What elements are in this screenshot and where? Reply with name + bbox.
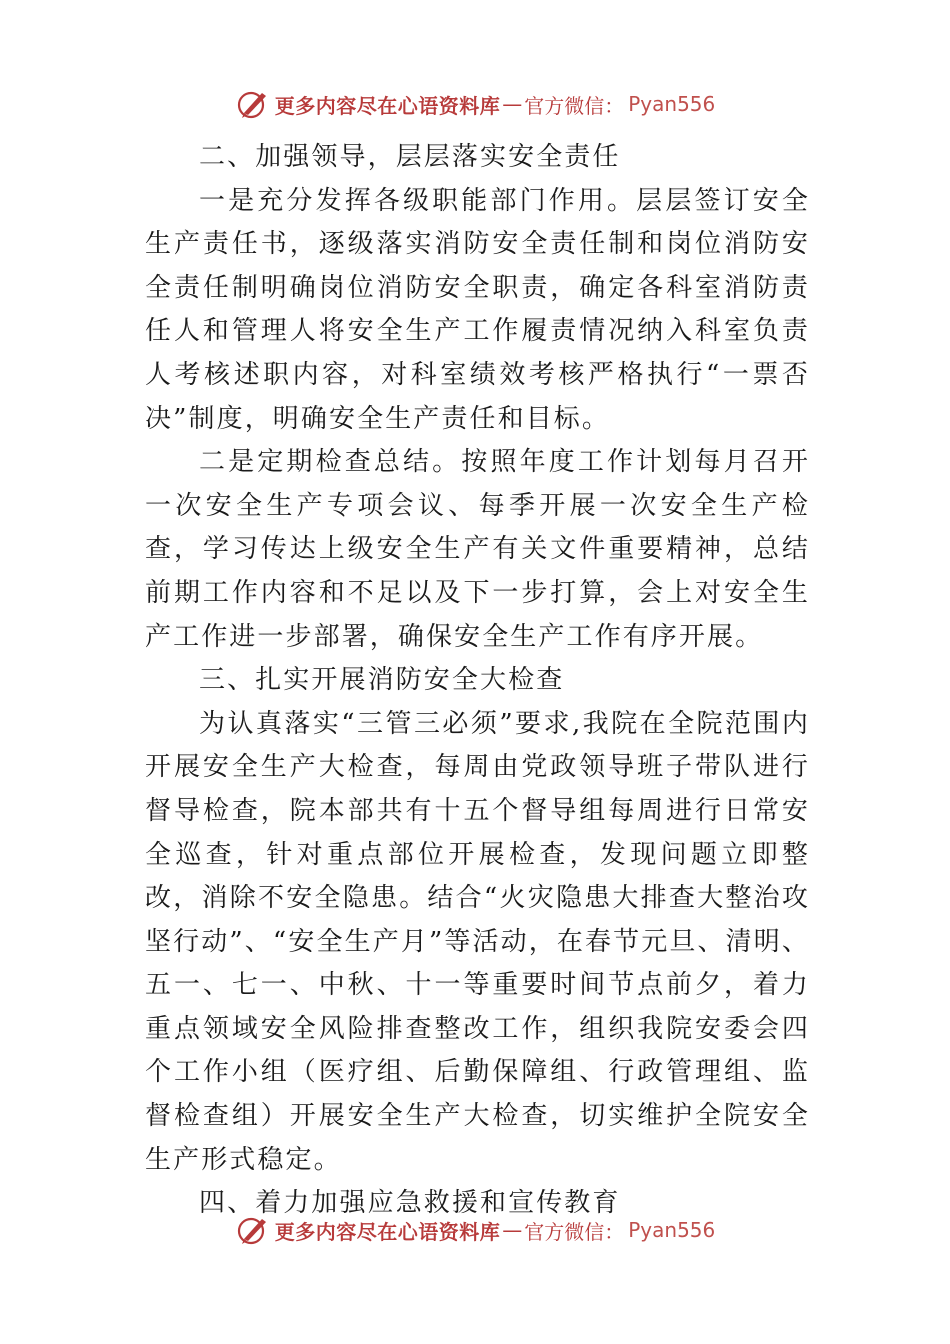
wechat-label: 官方微信： bbox=[524, 93, 625, 118]
banner-dash: — bbox=[502, 1218, 523, 1242]
pen-circle-icon bbox=[235, 86, 271, 122]
body-paragraph: 为认真落实“三管三必须”要求,我院在全院范围内开展安全生产大检查，每周由党政领导班子带队进行督导检查，院本部共有十五个督导组每周进行日常安全巡查，针对重点部位开展检查，发现问题立即整改，消除不安全隐患。结合“火灾隐患大排查大整治攻坚行动”、“安全生产月”等活动，在春节元旦、清明、五一、七一、中秋、十一等重要时间节点前夕，着力重点领域安全风险排查整改工作，组织我院安委会四个工作小组（医疗组、后勤保障组、行政管理组、监督检查组）开展安全生产大检查，切实维护全院安全生产形式稳定。 bbox=[145, 708, 810, 1175]
banner-dash: — bbox=[502, 92, 523, 116]
site-name: 更多内容尽在心语资料库 bbox=[274, 1219, 501, 1244]
wechat-id: Pyan556 bbox=[628, 92, 716, 116]
section-heading: 二、加强领导，层层落实安全责任 bbox=[199, 142, 621, 172]
wechat-id: Pyan556 bbox=[628, 1218, 716, 1242]
body-paragraph: 一是充分发挥各级职能部门作用。层层签订安全生产责任书，逐级落实消防安全责任制和岗位消防安全责任制明确岗位消防安全职责，确定各科室消防责任人和管理人将安全生产工作履责情况纳入科室负责人考核述职内容，对科室绩效考核严格执行“一票否决”制度，明确安全生产责任和目标。 bbox=[145, 185, 810, 434]
section-heading: 四、着力加强应急救援和宣传教育 bbox=[199, 1188, 621, 1219]
header-watermark-banner bbox=[0, 82, 950, 126]
document-body bbox=[145, 136, 810, 1226]
body-paragraph: 二是定期检查总结。按照年度工作计划每月召开一次安全生产专项会议、每季开展一次安全生产检查，学习传达上级安全生产有关文件重要精神，总结前期工作内容和不足以及下一步打算，会上对安全生产工作进一步部署，确保安全生产工作有序开展。 bbox=[145, 447, 810, 652]
site-name: 更多内容尽在心语资料库 bbox=[274, 93, 501, 118]
section-heading: 三、扎实开展消防安全大检查 bbox=[199, 665, 565, 696]
footer-watermark-banner bbox=[0, 1208, 950, 1252]
pen-circle-icon bbox=[235, 1212, 271, 1248]
wechat-label: 官方微信： bbox=[524, 1219, 625, 1244]
